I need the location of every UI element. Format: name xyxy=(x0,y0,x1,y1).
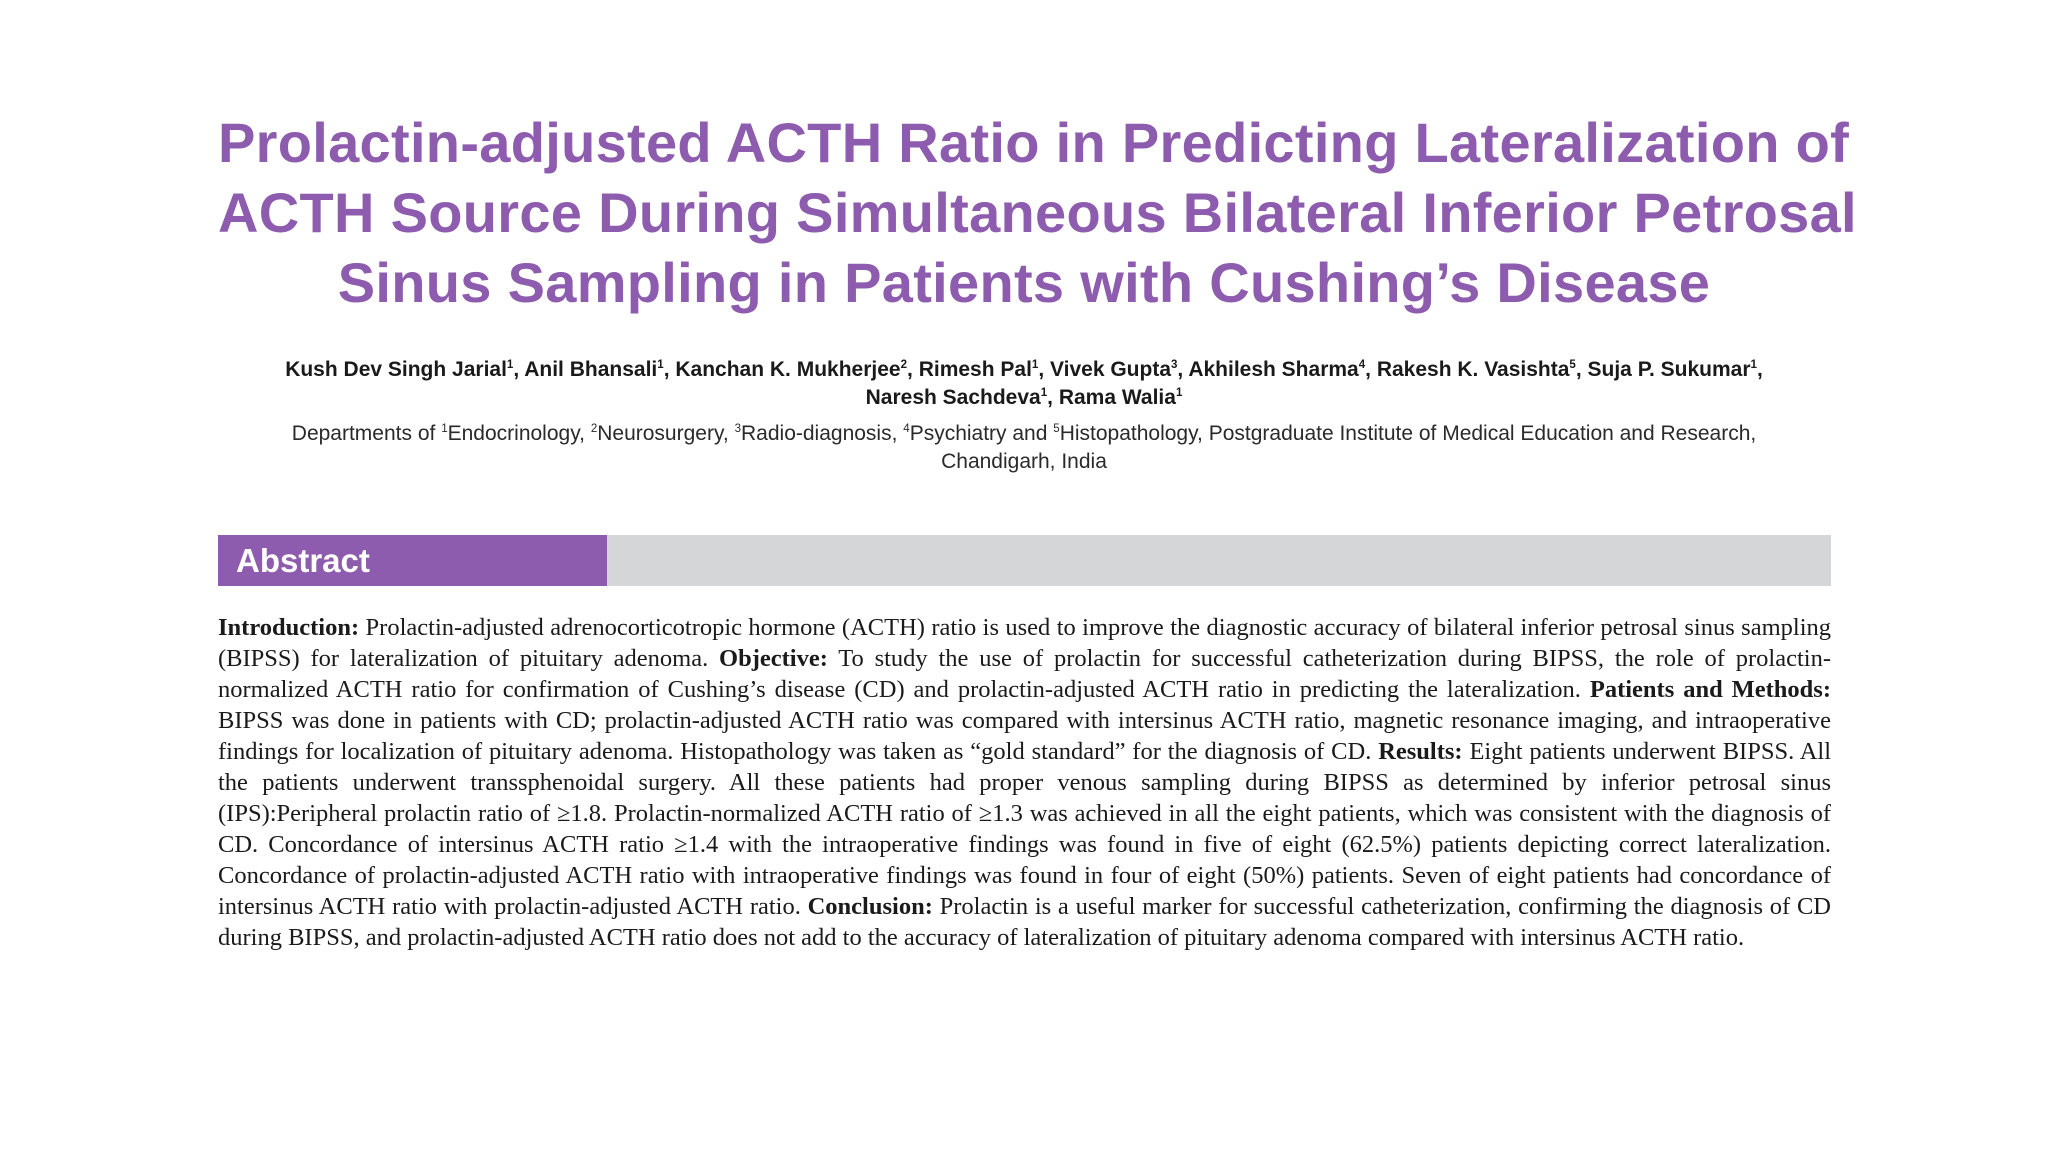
paper-title xyxy=(218,108,1857,318)
affiliation-mark: 2 xyxy=(590,423,598,435)
author-affiliation-mark: 4 xyxy=(1358,359,1366,371)
department-name: Histopathology, Postgraduate Institute of Medical Education and Research, xyxy=(1059,422,1757,445)
author-affiliation-mark: 1 xyxy=(1175,387,1183,399)
author-affiliation-mark: 1 xyxy=(1031,359,1039,371)
department-name: Psychiatry and xyxy=(909,422,1054,445)
section-text-methods: BIPSS was done in patients with CD; prolactin-adjusted ACTH ratio was compared with intersinus ACTH ratio, magnetic resonance imaging, and intraoperative findings for localization of pituitary adenoma. Histopathology was taken as “gold standard” for the diagnosis of CD. xyxy=(218,707,1831,765)
author-affiliation-mark: 1 xyxy=(1040,387,1048,399)
department-name: Neurosurgery, xyxy=(597,422,735,445)
abstract-heading: Abstract xyxy=(218,535,607,586)
section-text-introduction: Prolactin-adjusted adrenocorticotropic hormone (ACTH) ratio is used to improve the diagnostic accuracy of bilateral inferior petrosal sinus sampling (BIPSS) for lateralization of pituitary adenoma. xyxy=(218,614,1831,672)
abstract-body xyxy=(218,612,1831,953)
author-affiliation-mark: 1 xyxy=(506,359,514,371)
abstract-header-bar xyxy=(218,535,1831,586)
author-name: Naresh Sachdeva xyxy=(865,386,1041,409)
author-list xyxy=(218,356,1830,412)
section-label-results: Results: xyxy=(1378,738,1463,765)
author-name: Rakesh K. Vasishta xyxy=(1376,358,1570,381)
affiliation-mark: 4 xyxy=(903,423,910,435)
section-label-conclusion: Conclusion: xyxy=(807,893,933,920)
affiliation-line-2: Chandigarh, India xyxy=(941,450,1107,473)
author-affiliation-mark: 2 xyxy=(900,359,908,371)
title-line-2: ACTH Source During Simultaneous Bilateral Inferior Petrosal xyxy=(218,181,1857,244)
author-name: Suja P. Sukumar xyxy=(1587,358,1751,381)
section-label-objective: Objective: xyxy=(719,645,828,672)
author-name: Vivek Gupta xyxy=(1050,358,1171,381)
affiliation-mark: 3 xyxy=(734,423,741,435)
section-text-results: Eight patients underwent BIPSS. All the patients underwent transsphenoidal surgery. All these patients had proper venous sampling during BIPSS as determined by inferior petrosal sinus (IPS):Peripheral prolactin ratio of ≥1.8. Prolactin-normalized ACTH ratio of ≥1.3 was achieved in all the eight patients, which was consistent with the diagnosis of CD. Concordance of intersinus ACTH ratio ≥1.4 with the intraoperative findings was found in five of eight (62.5%) patients depicting correct lateralization. Concordance of prolactin-adjusted ACTH ratio with intraoperative findings was found in four of eight (50%) patients. Seven of eight patients had concordance of intersinus ACTH ratio with prolactin-adjusted ACTH ratio. xyxy=(218,738,1832,920)
department-name: Radio-diagnosis, xyxy=(741,422,904,445)
author-name: Rimesh Pal xyxy=(918,358,1032,381)
section-text-objective: To study the use of prolactin for successful catheterization during BIPSS, the role of prolactin-normalized ACTH ratio for confirmation of Cushing’s disease (CD) and prolactin-adjusted ACTH ratio in predicting the lateralization. xyxy=(218,645,1831,703)
author-affiliation-mark: 3 xyxy=(1171,359,1178,371)
author-line-2: Naresh Sachdeva$^1$, Rama Walia$^1$ xyxy=(865,386,1183,409)
author-name: Kanchan K. Mukherjee xyxy=(675,358,901,381)
author-name: Anil Bhansali xyxy=(524,358,658,381)
author-name: Rama Walia xyxy=(1058,386,1176,409)
section-label-methods: Patients and Methods: xyxy=(1589,676,1831,703)
author-affiliation-mark: 1 xyxy=(1750,359,1757,371)
affiliation-block xyxy=(218,420,1830,476)
title-line-1: Prolactin-adjusted ACTH Ratio in Predicting Lateralization of xyxy=(218,111,1850,174)
department-name: Endocrinology, xyxy=(447,422,591,445)
affiliation-mark: 1 xyxy=(441,423,448,435)
affiliation-line-1 xyxy=(218,420,1830,448)
author-line-1: Kush Dev Singh Jarial$^1$, Anil Bhansali$^1$, Kanchan K. Mukherjee$^2$, Rimesh Pal$^1$, Vivek Gupta$^3$, Akhilesh Sharma$^4$, Rakesh K. Vasishta$^5$, Suja P. Sukumar$^1$, xyxy=(285,358,1763,381)
title-line-3: Sinus Sampling in Patients with Cushing’s Disease xyxy=(337,251,1711,314)
author-affiliation-mark: 5 xyxy=(1569,359,1576,371)
section-text-conclusion: Prolactin is a useful marker for successful catheterization, confirming the diagnosis of CD during BIPSS, and prolactin-adjusted ACTH ratio does not add to the accuracy of lateralization of pituitary adenoma compared with intersinus ACTH ratio. xyxy=(218,893,1831,951)
affiliation-mark: 5 xyxy=(1053,423,1060,435)
author-name: Akhilesh Sharma xyxy=(1188,358,1359,381)
affiliation-prefix: Departments of xyxy=(291,422,442,445)
author-name: Kush Dev Singh Jarial xyxy=(285,358,507,381)
author-affiliation-mark: 1 xyxy=(657,359,664,371)
section-label-introduction: Introduction: xyxy=(218,614,360,641)
